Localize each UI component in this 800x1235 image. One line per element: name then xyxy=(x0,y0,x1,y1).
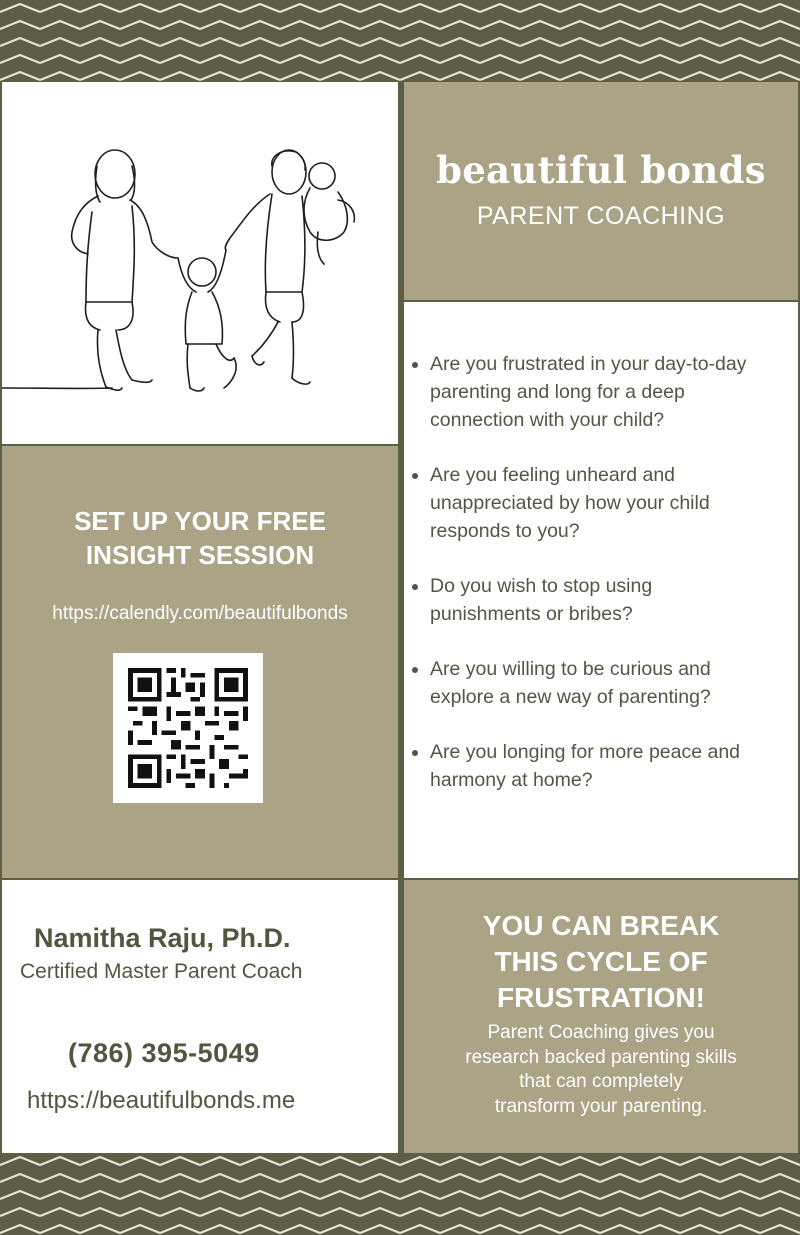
phone-number[interactable]: (786) 395-5049 xyxy=(68,1038,260,1068)
list-item: Do you wish to stop using punishments or bribes? xyxy=(404,572,760,628)
cta-heading-line2: THIS CYCLE OF xyxy=(494,946,708,977)
chevron-pattern-icon xyxy=(0,1153,800,1235)
qr-code-icon xyxy=(128,668,248,788)
list-item: Are you feeling unheard and unappreciated by how your child responds to you? xyxy=(404,461,760,545)
break-cycle-panel xyxy=(404,880,798,1153)
brand-name: beautiful bonds xyxy=(436,148,766,192)
family-illustration-panel xyxy=(2,82,398,444)
cta-heading-line1: YOU CAN BREAK xyxy=(482,910,720,941)
brand-panel xyxy=(404,82,798,300)
questions-panel xyxy=(404,302,798,878)
cta-heading xyxy=(404,908,798,1016)
chevron-band-bottom xyxy=(0,1153,800,1235)
family-line-art-icon xyxy=(2,82,398,444)
chevron-pattern-icon xyxy=(0,0,800,82)
cta-body-line3: that can completely xyxy=(519,1071,683,1092)
session-heading-line1: SET UP YOUR FREE xyxy=(74,506,326,536)
cta-body-line1: Parent Coaching gives you xyxy=(487,1022,715,1043)
list-item: Are you willing to be curious and explore a new way of parenting? xyxy=(404,655,760,711)
coach-title: Certified Master Parent Coach xyxy=(20,960,303,983)
question-list xyxy=(404,350,798,821)
cta-heading-line3: FRUSTRATION! xyxy=(497,982,705,1013)
list-item: Are you longing for more peace and harmony at home? xyxy=(404,738,760,794)
cta-body-line4: transform your parenting. xyxy=(494,1095,708,1117)
coach-contact-panel xyxy=(2,880,398,1153)
insight-session-panel xyxy=(2,446,398,878)
list-item: Are you frustrated in your day-to-day parenting and long for a deep connection with your child? xyxy=(404,350,760,434)
qr-code[interactable] xyxy=(113,653,263,803)
session-heading xyxy=(2,504,398,572)
brand-subtitle: PARENT COACHING xyxy=(476,202,726,230)
session-heading-line2: INSIGHT SESSION xyxy=(85,540,315,570)
cta-body xyxy=(404,1021,798,1119)
chevron-band-top xyxy=(0,0,800,82)
calendly-link[interactable]: https://calendly.com/beautifulbonds xyxy=(52,603,348,624)
cta-body-line2: research backed parenting skills xyxy=(465,1046,737,1068)
coach-name: Namitha Raju, Ph.D. xyxy=(34,923,291,953)
website-link[interactable]: https://beautifulbonds.me xyxy=(27,1087,296,1114)
